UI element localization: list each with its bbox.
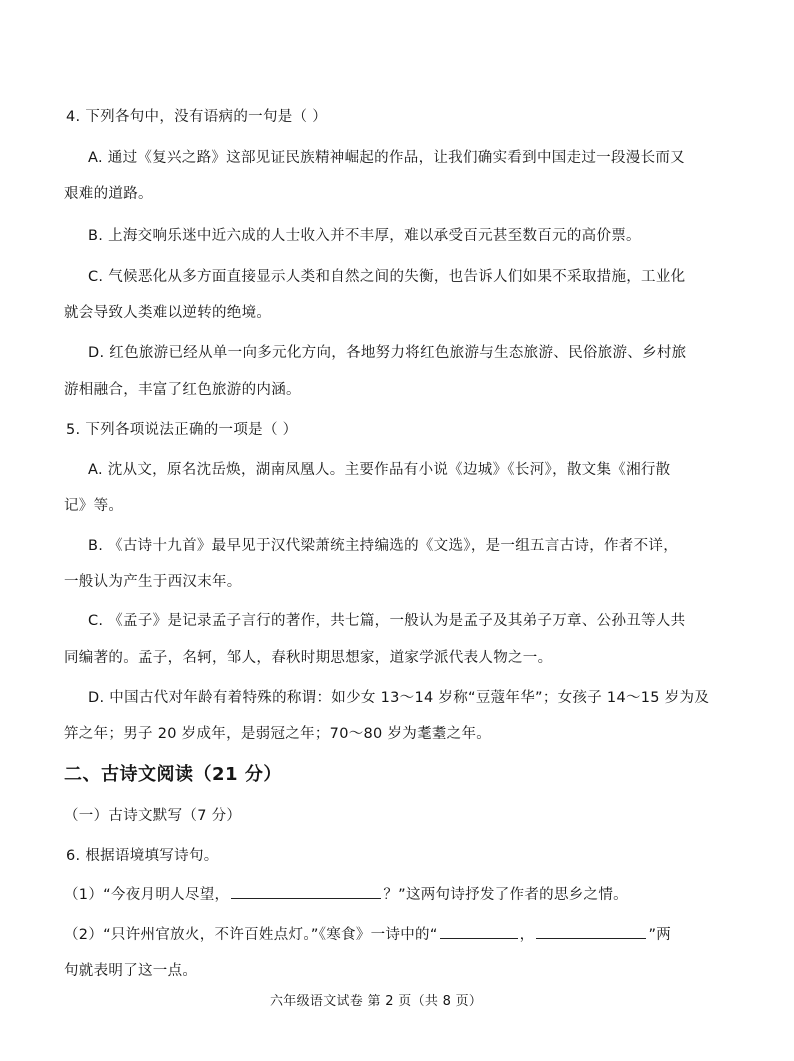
- answer-blank-3[interactable]: [536, 924, 646, 939]
- q6-item-2-separator: ，: [519, 927, 535, 943]
- q5-option-b-line1: B. 《古诗十九首》最早见于汉代梁萧统主持编选的《文选》，是一组五言古诗，作者不详，: [88, 538, 679, 554]
- q5-option-d-line2: 笄之年；男子 20 岁成年，是弱冠之年；70～80 岁为耄耋之年。: [64, 726, 492, 742]
- q6-item-2: [64, 924, 671, 945]
- q6-item-1-suffix: ？”这两句诗抒发了作者的思乡之情。: [383, 887, 628, 903]
- answer-blank-1[interactable]: [231, 884, 381, 899]
- q4-option-a-line1: A. 通过《复兴之路》这部见证民族精神崛起的作品，让我们确实看到中国走过一段漫长而又: [88, 150, 685, 166]
- q6-item-1-prefix: （1）“今夜月明人尽望，: [64, 887, 230, 903]
- q5-option-b-line2: 一般认为产生于西汉末年。: [64, 574, 242, 590]
- answer-blank-2[interactable]: [440, 924, 518, 939]
- q6-item-2-line2: 句就表明了这一点。: [64, 963, 198, 979]
- q6-item-2-prefix: （2）“只许州官放火，不许百姓点灯。”《寒食》一诗中的“: [64, 927, 438, 943]
- q5-option-c-line1: C. 《孟子》是记录孟子言行的著作，共七篇，一般认为是孟子及其弟子万章、公孙丑等人共: [88, 613, 686, 629]
- q4-option-c-line2: 就会导致人类难以逆转的绝境。: [64, 305, 272, 321]
- q4-option-c-line1: C. 气候恶化从多方面直接显示人类和自然之间的失衡，也告诉人们如果不采取措施，工业化: [88, 269, 686, 285]
- q6-item-2-suffix: ”两: [648, 927, 672, 943]
- page-footer: 六年级语文试卷 第 2 页（共 8 页）: [270, 994, 483, 1009]
- question-5-stem: 5. 下列各项说法正确的一项是（ ）: [66, 422, 298, 438]
- section-2-heading: 二、古诗文阅读（21 分）: [64, 764, 282, 785]
- question-4-stem: 4. 下列各句中，没有语病的一句是（ ）: [66, 109, 328, 125]
- q4-option-a-line2: 艰难的道路。: [64, 186, 153, 202]
- q4-option-d-line1: D. 红色旅游已经从单一向多元化方向，各地努力将红色旅游与生态旅游、民俗旅游、乡村旅: [88, 345, 687, 361]
- q5-option-d-line1: D. 中国古代对年龄有着特殊的称谓：如少女 13～14 岁称“豆蔻年华”；女孩子 14～15 岁为及: [88, 690, 710, 706]
- q4-option-d-line2: 游相融合，丰富了红色旅游的内涵。: [64, 382, 301, 398]
- q5-option-a-line2: 记》等。: [64, 498, 124, 514]
- q4-option-b-line1: B. 上海交响乐迷中近六成的人士收入并不丰厚，难以承受百元甚至数百元的高价票。: [88, 228, 641, 244]
- question-6-stem: 6. 根据语境填写诗句。: [66, 848, 219, 864]
- q5-option-c-line2: 同编著的。孟子，名轲，邹人，春秋时期思想家，道家学派代表人物之一。: [64, 650, 553, 666]
- q6-item-1: [64, 884, 628, 905]
- q5-option-a-line1: A. 沈从文，原名沈岳焕，湖南凤凰人。主要作品有小说《边城》《长河》，散文集《湘行散: [88, 462, 671, 478]
- subsection-heading: （一）古诗文默写（7 分）: [64, 808, 242, 824]
